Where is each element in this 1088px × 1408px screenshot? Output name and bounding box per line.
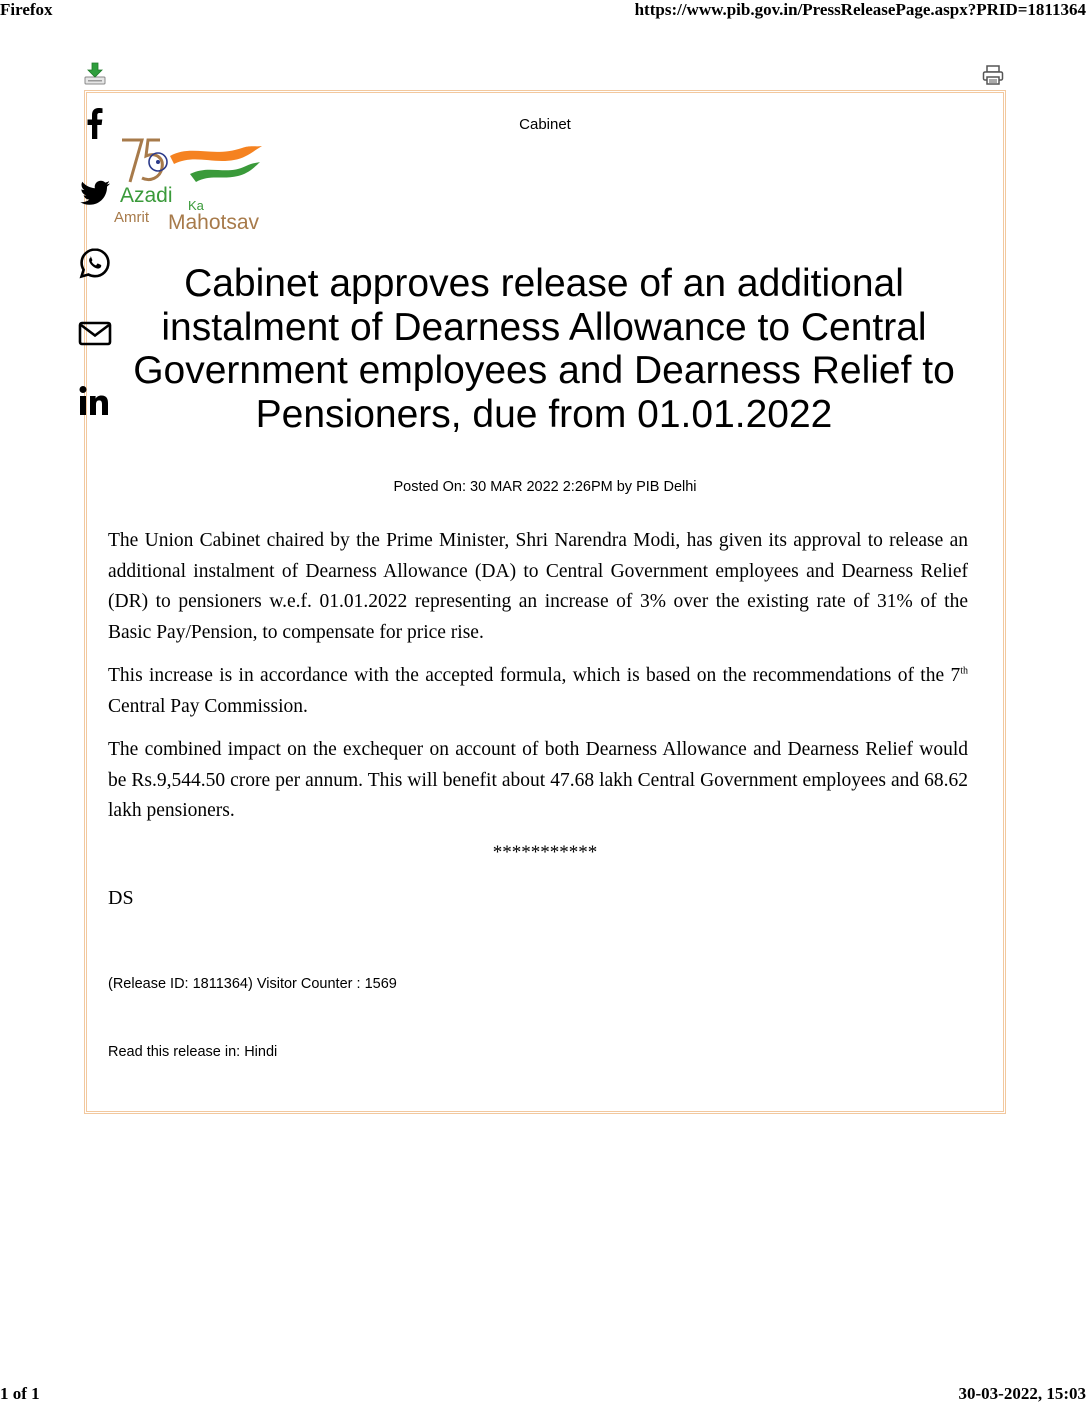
title-line: instalment of Dearness Allowance to Central <box>161 305 927 349</box>
print-footer-datetime: 30-03-2022, 15:03 <box>958 1384 1086 1403</box>
email-icon[interactable] <box>78 316 112 350</box>
printer-icon[interactable] <box>982 64 1004 86</box>
body-paragraph: The combined impact on the exchequer on account of both Dearness Allowance and Dearness Relief would be Rs.9,544.50 crore per annum. This will benefit about 47.68 lakh Central Government employees and 68.62 lakh pensioners. <box>108 739 968 821</box>
logo-word-ka: Ka <box>188 198 204 213</box>
paragraph-text: Central Pay Commission. <box>108 695 308 717</box>
print-footer-page: 1 of 1 <box>0 1384 40 1403</box>
print-header-url: https://www.pib.gov.in/PressReleasePage.aspx?PRID=1811364 <box>634 0 1086 19</box>
paragraph-text: This increase is in accordance with the accepted formula, which is based on the recommendations of the 7 <box>108 665 961 686</box>
page-title <box>108 262 980 436</box>
separator: *********** <box>492 842 598 863</box>
linkedin-icon[interactable] <box>78 384 112 418</box>
body-paragraph: The Union Cabinet chaired by the Prime Minister, Shri Narendra Modi, has given its approval to release an additional instalment of Dearness Allowance (DA) to Central Government employees and Dearness Relief (DR) to pensioners w.e.f. 01.01.2022 representing an increase of 3% over the existing rate of 31% of the Basic Pay/Pension, to compensate for price rise. <box>108 530 968 643</box>
whatsapp-icon[interactable] <box>78 246 112 280</box>
body-paragraph <box>108 661 968 722</box>
title-line: Cabinet approves release of an additional <box>184 262 904 305</box>
signoff: DS <box>108 887 134 909</box>
category-label: Cabinet <box>519 116 571 133</box>
release-id: (Release ID: 1811364) Visitor Counter : 1569 <box>108 976 397 992</box>
logo-word-amrit: Amrit <box>114 209 149 226</box>
download-icon[interactable] <box>84 62 106 86</box>
twitter-icon[interactable] <box>78 176 112 210</box>
azadi-ka-amrit-mahotsav-logo <box>112 134 282 234</box>
logo-word-mahotsav: Mahotsav <box>168 211 260 234</box>
title-line: Pensioners, due from 01.01.2022 <box>255 392 833 436</box>
title-line: Government employees and Dearness Relief to <box>133 349 955 392</box>
posted-on: Posted On: 30 MAR 2022 2:26PM by PIB Delhi <box>393 479 697 495</box>
print-header-browser: Firefox <box>0 0 53 19</box>
ordinal-superscript: th <box>960 665 968 677</box>
release-body <box>108 526 968 840</box>
logo-word-azadi: Azadi <box>120 184 173 207</box>
read-in-language[interactable]: Read this release in: Hindi <box>108 1044 278 1060</box>
